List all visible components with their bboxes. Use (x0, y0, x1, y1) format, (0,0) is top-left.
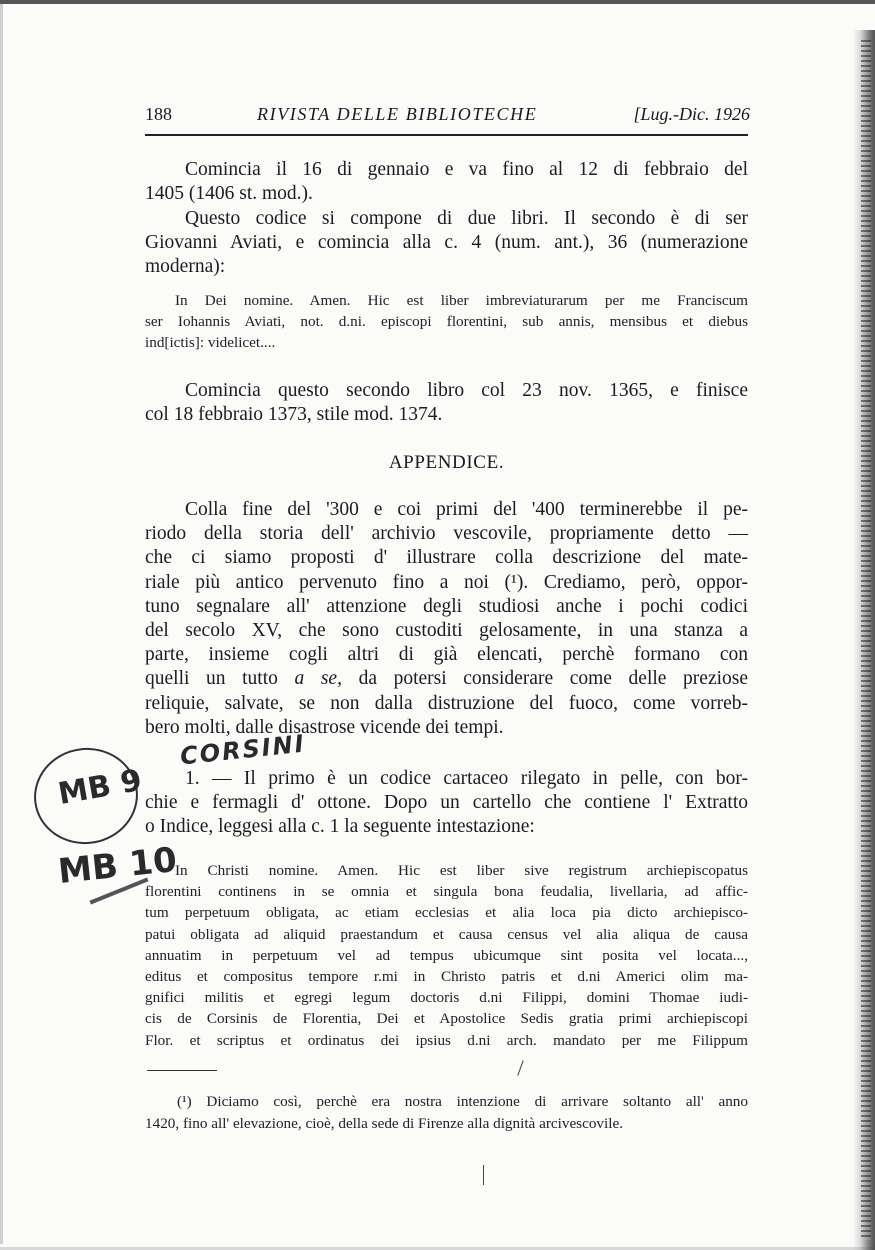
quote-line: florentini continens in se omnia et singula bona feudalia, livellaria, ad affic- (145, 883, 748, 901)
quote-line: ser Iohannis Aviati, not. d.ni. episcopi florentini, sub annis, mensibus et diebus (145, 313, 748, 331)
scan-artifact-mark (483, 1165, 484, 1185)
quote-line: ind[ictis]: videlicet.... (145, 334, 276, 352)
handwritten-name-annotation: CORSINI (178, 729, 307, 771)
text-line: che ci siamo proposti d' illustrare colla descrizione del mate- (145, 547, 748, 569)
text-line-mixed (145, 667, 748, 691)
journal-title: RIVISTA DELLE BIBLIOTECHE (257, 104, 538, 124)
text-line: col 18 febbraio 1373, stile mod. 1374. (145, 404, 443, 426)
text-line: Comincia il 16 di gennaio e va fino al 12 di febbraio del (185, 159, 748, 180)
handwritten-shelfmark-2: MB 10 (56, 839, 179, 893)
text-line: Questo codice si compone di due libri. Il secondo è di ser (185, 208, 748, 229)
quote-line: In Dei nomine. Amen. Hic est liber imbreviaturarum per me Franciscum (175, 292, 748, 309)
quote-line: tum perpetuum obligata, ac etiam ecclesias et alia loca pia dicto archiepisco- (145, 904, 748, 922)
quote-line: gnifici militis et egregi legum doctoris d.ni Filippi, domini Thomae iudi- (145, 989, 748, 1007)
journal-issue: [Lug.-Dic. 1926 (633, 104, 750, 124)
text-line: chie e fermagli d' ottone. Dopo un cartello che contiene l' Extratto (145, 792, 748, 814)
scan-left-edge (0, 4, 3, 1244)
section-heading-appendice: APPENDICE. (388, 452, 505, 473)
text-line: 1. — Il primo è un codice cartaceo rilegato in pelle, con bor- (185, 768, 748, 789)
paragraph-2 (145, 207, 748, 280)
text-line: o Indice, leggesi alla c. 1 la seguente intestazione: (145, 816, 535, 838)
running-header (145, 104, 750, 130)
paragraph-5 (145, 767, 748, 840)
paragraph-3 (145, 379, 748, 427)
handwritten-shelfmark-1: MB 9 (55, 762, 145, 813)
text-fragment: , da potersi considerare come delle preziose (337, 668, 749, 690)
quote-line: annuatim in perpetuum vel ad tempus ubicumque sint posita vel locata..., (145, 946, 748, 964)
page-number: 188 (145, 104, 172, 124)
text-line: Comincia questo secondo libro col 23 nov. 1365, e finisce (185, 380, 748, 401)
footnote-rule (147, 1070, 217, 1071)
text-line: parte, insieme cogli altri di già elencati, perchè formano con (145, 644, 748, 666)
text-line: del secolo XV, che sono custoditi gelosamente, in una stanza a (145, 620, 748, 642)
italic-fragment: a se (294, 668, 338, 690)
quote-line: editus et compositus tempore r.mi in Christo patris et d.ni Americi olim ma- (145, 968, 748, 986)
text-line: riodo della storia dell' archivio vescovile, propriamente detto — (145, 523, 748, 545)
quote-line: In Christi nomine. Amen. Hic est liber sive registrum archiepiscopatus (175, 862, 748, 879)
footnote-line: (¹) Diciamo così, perchè era nostra intenzione di arrivare soltanto all' anno (177, 1093, 748, 1110)
text-fragment: quelli un tutto (145, 668, 278, 690)
block-quote-2 (145, 860, 748, 1051)
quote-line: cis de Corsinis de Florentia, Dei et Apostolice Sedis gratia primi archiepiscopi (145, 1010, 748, 1028)
quote-line: patui obligata ad aliquid praestandum et causa census vel alia aliqua de causa (145, 925, 748, 943)
text-line: Giovanni Aviati, e comincia alla c. 4 (num. ant.), 36 (numerazione (145, 232, 748, 254)
header-rule (145, 134, 748, 136)
book-binding-texture (861, 40, 871, 1240)
text-line: Colla fine del '300 e coi primi del '400 terminerebbe il pe- (185, 499, 748, 520)
scan-artifact-mark (517, 1060, 523, 1075)
footnote-line: 1420, fino all' elevazione, cioè, della sede di Firenze alla dignità arcivescovile. (145, 1115, 623, 1132)
scan-top-border (0, 0, 875, 4)
text-line: 1405 (1406 st. mod.). (145, 183, 313, 205)
footnote (145, 1091, 748, 1135)
text-line: bero molti, dalle disastrose vicende dei tempi. (145, 716, 504, 738)
text-line: reliquie, salvate, se non dalla distruzione del fuoco, come vorreb- (145, 692, 748, 714)
paragraph-4 (145, 498, 748, 740)
paragraph-1 (145, 158, 748, 206)
text-line: riale più antico pervenuto fino a noi (¹). Crediamo, però, oppor- (145, 571, 748, 593)
block-quote-1 (145, 290, 748, 354)
text-line: tuno segnalare all' attenzione degli studiosi anche i pochi codici (145, 595, 748, 617)
text-line: moderna): (145, 256, 226, 278)
quote-line: Flor. et scriptus et ordinatus dei ipsius d.ni arch. mandato per me Filippum (145, 1031, 748, 1049)
